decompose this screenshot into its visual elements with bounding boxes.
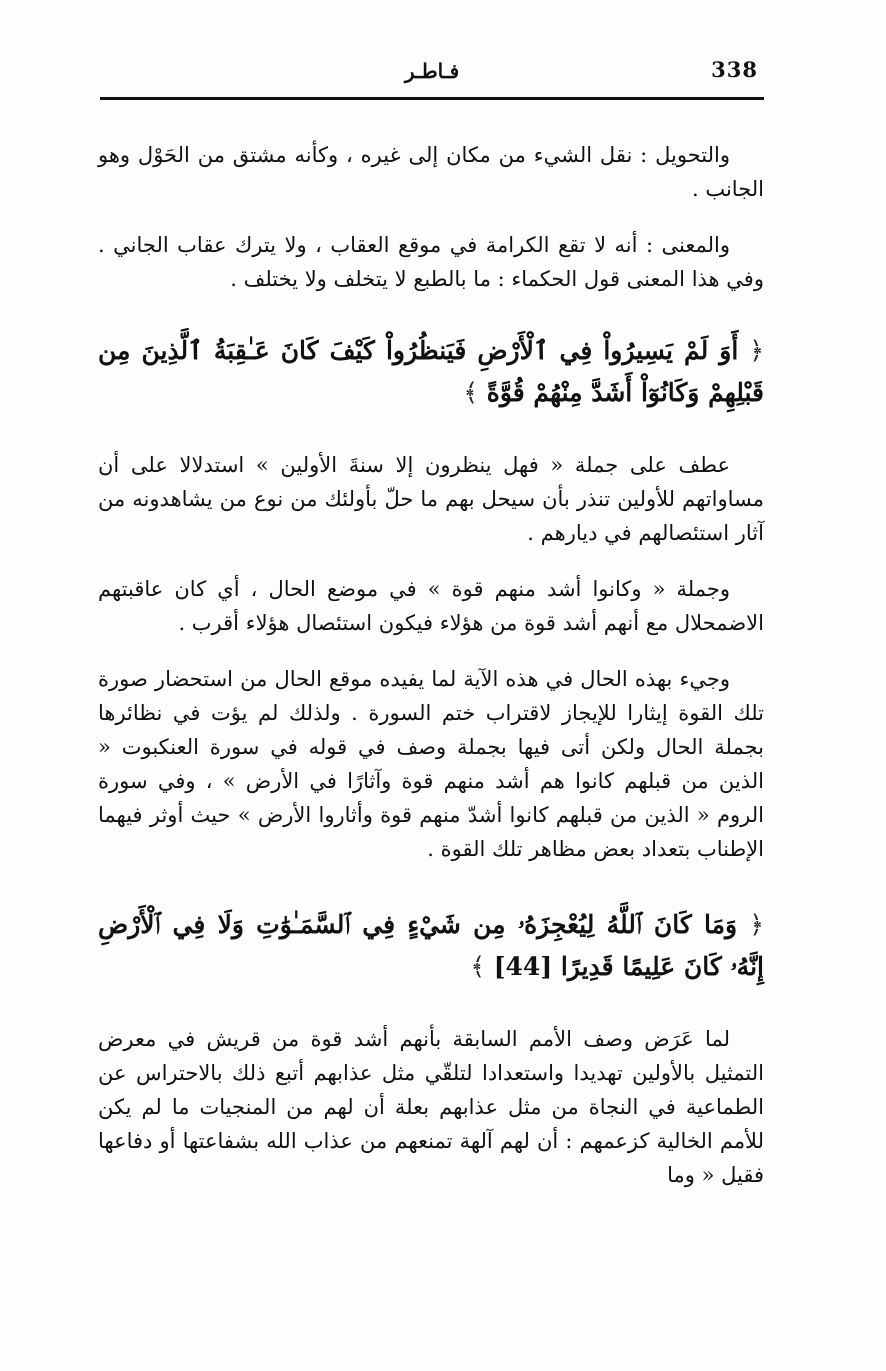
page-header <box>100 55 764 100</box>
quran-verse-2 <box>98 904 764 988</box>
page-number: 338 <box>711 57 758 82</box>
verse-text: أَوَ لَمْ يَسِيرُواْ فِي ٱلْأَرْضِ فَيَنظُرُواْ كَيْفَ كَانَ عَـٰقِبَةُ ٱلَّذِينَ مِن قَبْلِهِمْ وَكَانُوٓاْ أَشَدَّ مِنْهُمْ قُوَّةً <box>98 336 764 407</box>
verse-open-bracket: ﴿ <box>749 910 764 939</box>
paragraph-tahwil: والتحويل : نقل الشيء من مكان إلى غيره ، وكأنه مشتق من الحَوْل وهو الجانب . <box>98 143 764 201</box>
running-title: فـاطـر <box>404 59 460 83</box>
paragraph-maana: والمعنى : أنه لا تقع الكرامة في موقع العقاب ، ولا يترك عقاب الجاني . وفي هذا المعنى قول الحكماء : ما بالطبع لا يتخلف ولا يختلف . <box>98 233 764 291</box>
paragraph-arada: لما عَرَض وصف الأمم السابقة بأنهم أشد قوة من قريش في معرض التمثيل بالأولين تهديدا واستعدادا لتلقّي مثل عذابهم أتبع ذلك بالاحتراس عن الطماعية في النجاة من مثل عذابهم بعلة أن لهم من المنجيات ما لم يكن للأمم الخالية كزعمهم : أن لهم آلهة تمنعهم من عذاب الله بشفاعتها أو دفاعها فقيل « وما <box>98 1027 764 1187</box>
page-body <box>98 138 764 1192</box>
verse-close-bracket: ﴾ <box>463 378 479 407</box>
verse-text: وَمَا كَانَ ٱللَّهُ لِيُعْجِزَهُۥ مِن شَيْءٍ فِي ٱلسَّمَـٰوَٰتِ وَلَا فِي ٱلْأَرْضِ إِنَّهُۥ كَانَ عَلِيمًا قَدِيرًا [44] <box>98 910 764 981</box>
quran-verse-1 <box>98 330 764 414</box>
paragraph-hal: وجيء بهذه الحال في هذه الآية لما يفيده موقع الحال من استحضار صورة تلك القوة إيثارا للإيجاز لاقتراب ختم السورة . ولذلك لم يؤت في نظائرها بجملة الحال ولكن أتى فيها بجملة وصف في قوله في سورة العنكبوت « الذين من قبلهم كانوا هم أشد منهم قوة وآثارًا في الأرض » ، وفي سورة الروم « الذين من قبلهم كانوا أشدّ منهم قوة وأثاروا الأرض » حيث أوثر فيهما الإطناب بتعداد بعض مظاهر تلك القوة . <box>98 667 764 861</box>
paragraph-atf: عطف على جملة « فهل ينظرون إلا سنةَ الأولين » استدلالا على أن مساواتهم للأولين تنذر بأن سيحل بهم ما حلّ بأولئك من نوع من يشاهدونه من آثار استئصالهم في ديارهم . <box>98 453 764 545</box>
verse-open-bracket: ﴿ <box>749 336 764 365</box>
verse-close-bracket: ﴾ <box>470 952 485 981</box>
paragraph-jumla: وجملة « وكانوا أشد منهم قوة » في موضع الحال ، أي كان عاقبتهم الاضمحلال مع أنهم أشد قوة من هؤلاء فيكون استئصال هؤلاء أقرب . <box>98 577 764 635</box>
